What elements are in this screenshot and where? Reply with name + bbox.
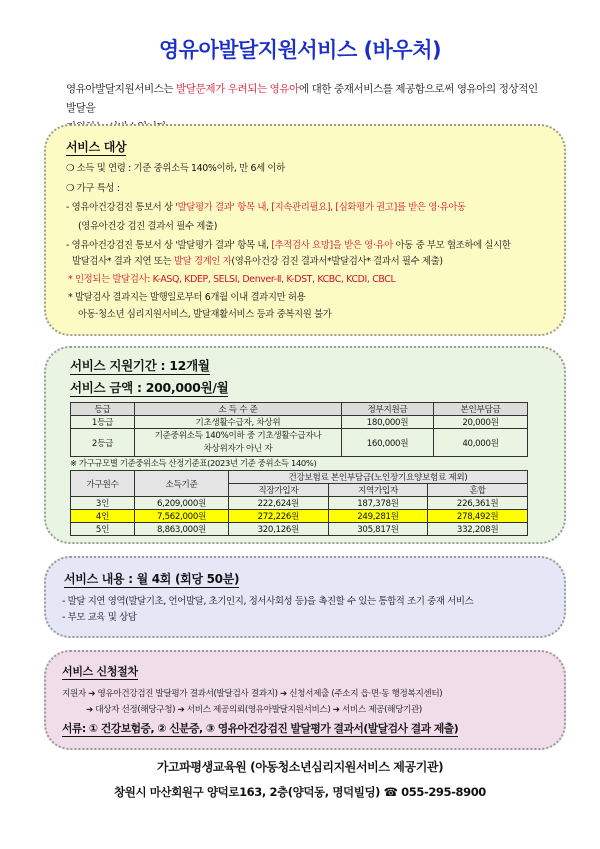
intro-text-2: 에 대한 중재서비스를 제공함으로써 영유아의 정상적인 발달을 [66, 83, 538, 114]
intro-text-1: 영유아발달지원서비스는 [66, 83, 177, 95]
table-row [71, 416, 528, 429]
header-income-standard: 소득기준 [135, 471, 229, 497]
target-line-3a: - 영유아건강검진 통보서 상 ' [66, 202, 178, 213]
household-cell: 4인 [71, 510, 135, 523]
table-row [71, 523, 528, 536]
grade-table [70, 402, 528, 457]
header-self-pay: 본인부담금 [434, 403, 528, 416]
header-premium-group: 건강보험료 본인부담금(노인장기요양보험료 제외) [229, 471, 528, 484]
target-line-3b: 발달평가 결과' 항목 내, [지속관리필요], [심화평가 권고]를 받은 영·유아동 [177, 202, 466, 213]
footer-organization: 가고파평생교육원 (아동청소년심리지원서비스 제공기관) [156, 760, 444, 774]
grade-cell: 1등급 [71, 416, 135, 429]
income-cell [135, 429, 342, 457]
grade-table-header [71, 403, 528, 416]
target-line-6b: 발달 경계인 자 [173, 256, 232, 267]
table-row-highlighted [71, 510, 528, 523]
income-cell-line-2: 차상위자가 아닌 자 [203, 443, 273, 454]
procedure-documents: 서류: ① 건강보험증, ② 신분증, ③ 영유아건강검진 발달평가 결과서(발달검사 결과 제출) [62, 722, 459, 735]
table-row [71, 497, 528, 510]
target-line-5a: - 영유아건강검진 통보서 상 '발달평가 결과' 항목 내, [66, 240, 272, 251]
target-line-6c: (영유아건강 검진 결과서*발달검사* 결과서 필수 제출) [231, 256, 443, 267]
content-line-2: - 부모 교육 및 상담 [62, 612, 137, 623]
income-table-note: ※ 가구규모별 기준중위소득 산정기준표(2023년 기준 중위소득 140%) [70, 458, 317, 468]
target-line-income: ❍ 소득 및 연령 : 기준 중위소득 140%이하, 만 6세 이하 [66, 163, 285, 174]
self-cell: 20,000원 [434, 416, 528, 429]
employee-cell: 222,624원 [229, 497, 329, 510]
support-amount: 서비스 금액 : 200,000원/월 [70, 380, 229, 395]
target-line-5 [66, 240, 511, 252]
mixed-cell: 226,361원 [428, 497, 528, 510]
target-line-tests: * 인정되는 발달검사: K-ASQ, KDEP, SELSI, Denver-Ⅱ, K-DST, KCBC, KCDI, CBCL [68, 274, 396, 285]
income-standard-cell: 7,562,000원 [135, 510, 229, 523]
header-income-level: 소 득 수 준 [135, 403, 342, 416]
target-line-6 [72, 256, 443, 268]
page-title: 영유아발달지원서비스 (바우처) [158, 38, 442, 62]
target-line-4: (영유아건강 검진 결과서 필수 제출) [78, 221, 218, 232]
income-cell: 기초생활수급자, 차상위 [135, 416, 342, 429]
gov-cell: 180,000원 [342, 416, 434, 429]
employee-cell: 320,126원 [229, 523, 329, 536]
target-line-household: ❍ 가구 특성 : [66, 183, 120, 194]
procedure-title: 서비스 신청절차 [62, 665, 138, 678]
header-gov-support: 정부지원금 [342, 403, 434, 416]
mixed-cell: 278,492원 [428, 510, 528, 523]
self-cell: 40,000원 [434, 429, 528, 457]
service-content-title: 서비스 내용 : 월 4회 (회당 50분) [64, 572, 240, 586]
household-cell: 5인 [71, 523, 135, 536]
regional-cell: 249,281원 [328, 510, 428, 523]
income-table [70, 470, 528, 536]
target-line-5b: [추적검사 요망]을 받은 영·유아 [271, 240, 393, 251]
income-table-header [71, 471, 528, 484]
procedure-line-1: 지원자 ➔ 영유아건강검진 발달평가 결과서(발달검사 결과지) ➔ 신청서제출 (주소지 읍·면·동 행정복지센터) [62, 689, 443, 699]
income-standard-cell: 6,209,000원 [135, 497, 229, 510]
target-line-5c: 아동 중 부모 협조하에 실시한 [392, 240, 511, 251]
target-line-duplicate: 아동·청소년 심리지원서비스, 발달재활서비스 등과 중복지원 불가 [78, 309, 332, 320]
household-cell: 3인 [71, 497, 135, 510]
target-line-validity: * 발달검사 결과지는 발행일로부터 6개월 이내 결과지만 허용 [68, 292, 306, 303]
income-standard-cell: 8,863,000원 [135, 523, 229, 536]
header-household: 가구원수 [71, 471, 135, 497]
intro-highlight: 발달문제가 우려되는 영유아 [176, 83, 299, 95]
gov-cell: 160,000원 [342, 429, 434, 457]
target-line-3 [66, 202, 466, 214]
target-line-6a: 발달검사* 결과 지연 또는 [72, 256, 174, 267]
procedure-line-2: ➔ 대상자 선정(해당구청) ➔ 서비스 제공의뢰(영유아발달지원서비스) ➔ 서비스 제공(해당기관) [86, 705, 422, 715]
income-cell-line-1: 기준중위소득 140%이하 중 기초생활수급자나 [154, 430, 322, 441]
table-row [71, 429, 528, 457]
service-target-title: 서비스 대상 [66, 140, 127, 154]
employee-cell: 272,226원 [229, 510, 329, 523]
header-grade: 등급 [71, 403, 135, 416]
header-employee: 직장가입자 [229, 484, 329, 497]
support-period: 서비스 지원기간 : 12개월 [70, 358, 210, 373]
grade-cell: 2등급 [71, 429, 135, 457]
header-regional: 지역가입자 [328, 484, 428, 497]
regional-cell: 187,378원 [328, 497, 428, 510]
mixed-cell: 332,208원 [428, 523, 528, 536]
regional-cell: 305,817원 [328, 523, 428, 536]
content-line-1: - 발달 지연 영역(발달기초, 언어발달, 초기인지, 정서사회성 등)을 촉진할 수 있는 통합적 조기 중재 서비스 [62, 596, 474, 607]
footer-address: 창원시 마산회원구 양덕로163, 2층(양덕동, 명덕빌딩) ☎ 055-295-8900 [114, 785, 486, 799]
header-mixed: 혼합 [428, 484, 528, 497]
